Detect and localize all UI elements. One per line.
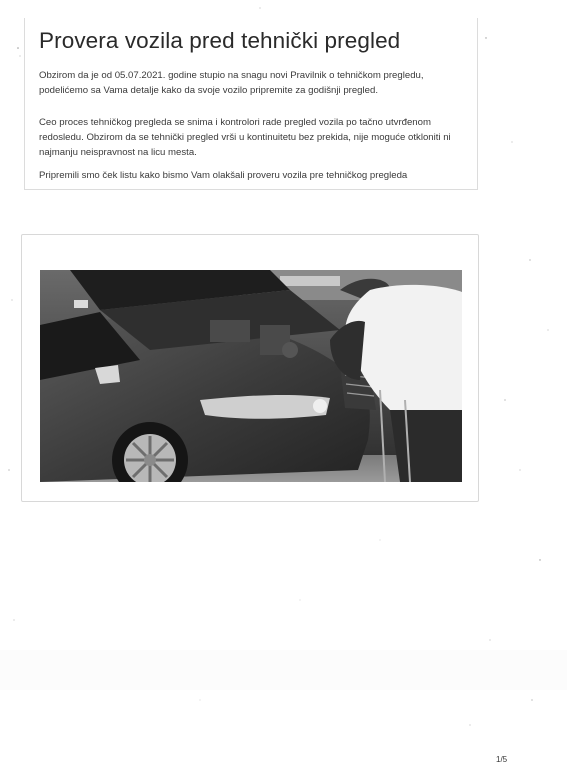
intro-card	[24, 18, 478, 190]
page-title: Provera vozila pred tehnički pregled	[39, 28, 401, 53]
page-number: 1/5	[496, 755, 508, 764]
intro-paragraph-2: Ceo proces tehničkog pregleda se snima i kontrolori rade pregled vozila po tačno utvrđenom redosledu. Obzirom da se tehnički pregled vrši u kontinuitetu bez prekida, nije moguće otkloniti ni najmanju neispravnost na licu mesta.	[39, 117, 451, 158]
car-inspection-photo	[40, 270, 462, 482]
photo-card	[21, 234, 479, 502]
intro-paragraph-3: Pripremili smo ček listu kako bismo Vam olakšali proveru vozila pre tehničkog pregleda	[39, 170, 408, 181]
intro-paragraph-1: Obzirom da je od 05.07.2021. godine stupio na snagu novi Pravilnik o tehničkom pregledu, podelićemo sa Vama detalje kako da svoje vozilo pripremite za godišnji pregled.	[39, 70, 424, 96]
